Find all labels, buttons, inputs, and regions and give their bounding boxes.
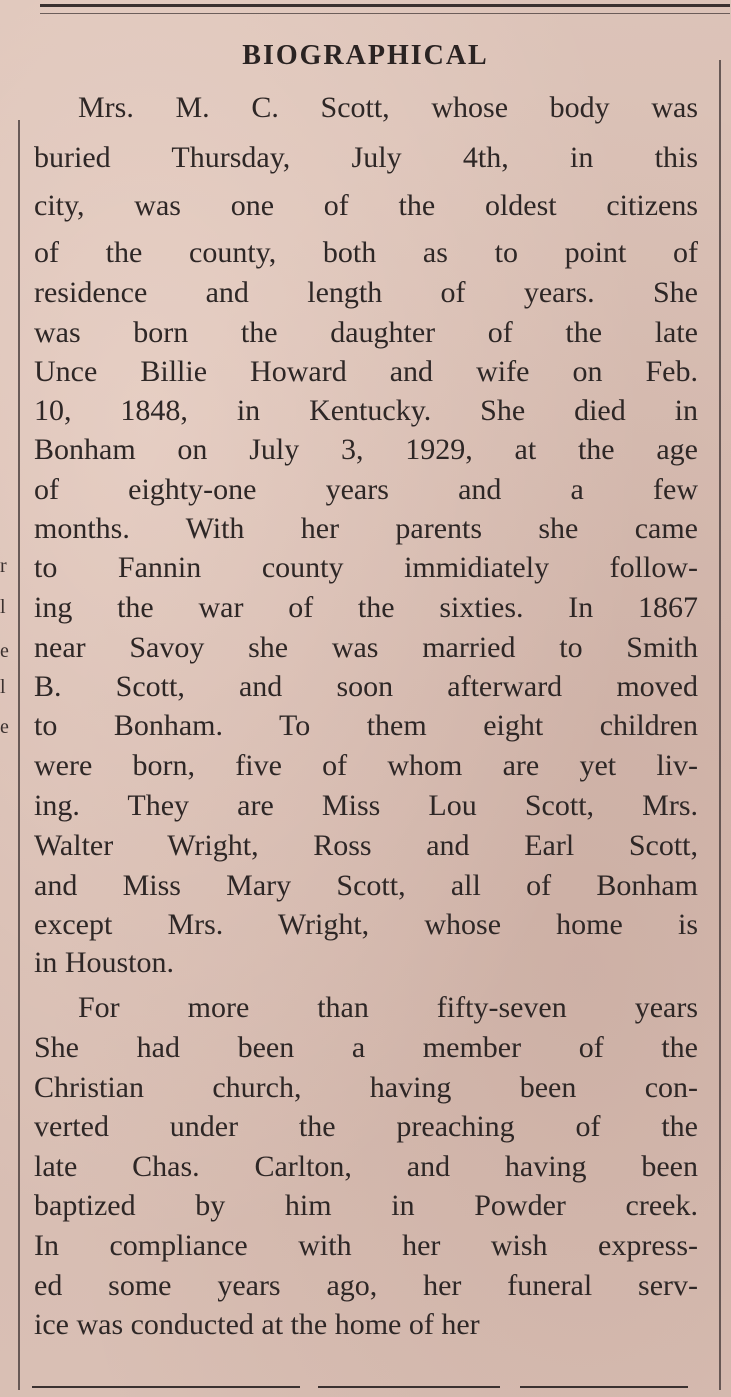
article-line: Mrs. M. C. Scott, whose body was [78, 91, 698, 124]
top-rule-thick [40, 4, 730, 7]
article-line: and Miss Mary Scott, all of Bonham [34, 869, 698, 902]
article-line: near Savoy she was married to Smith [34, 631, 698, 664]
article-line: ing. They are Miss Lou Scott, Mrs. [34, 789, 698, 822]
article-heading: BIOGRAPHICAL [242, 40, 489, 71]
article-line: B. Scott, and soon afterward moved [34, 670, 698, 703]
article-line: of eighty-one years and a few [34, 473, 698, 506]
article-line: except Mrs. Wright, whose home is [34, 908, 698, 941]
article-line: ing the war of the sixties. In 1867 [34, 591, 698, 624]
bottom-rule-mid [318, 1386, 500, 1388]
edge-fragment: r [0, 555, 7, 577]
article-line: months. With her parents she came [34, 512, 698, 545]
article-line: She had been a member of the [34, 1031, 698, 1064]
edge-fragment: l [0, 676, 6, 698]
article-line: For more than fifty-seven years [78, 991, 698, 1024]
edge-fragment: e [0, 640, 9, 662]
top-rule-thin [40, 13, 730, 14]
article-line: buried Thursday, July 4th, in this [34, 141, 698, 174]
article-line: Unce Billie Howard and wife on Feb. [34, 355, 698, 388]
article-line: Bonham on July 3, 1929, at the age [34, 433, 698, 466]
bottom-rule-left [32, 1386, 300, 1388]
article-line: city, was one of the oldest citizens [34, 189, 698, 222]
article-line: was born the daughter of the late [34, 316, 698, 349]
article-line: 10, 1848, in Kentucky. She died in [34, 394, 698, 427]
article-line: baptized by him in Powder creek. [34, 1189, 698, 1222]
right-column-rule [719, 60, 721, 1390]
article-line: late Chas. Carlton, and having been [34, 1150, 698, 1183]
article-line: Christian church, having been con- [34, 1071, 698, 1104]
article-line: ice was conducted at the home of her [34, 1308, 480, 1341]
article-line: ed some years ago, her funeral serv- [34, 1269, 698, 1302]
article-line: Walter Wright, Ross and Earl Scott, [34, 829, 698, 862]
article-line: in Houston. [34, 946, 175, 979]
article-line: were born, five of whom are yet liv- [34, 749, 698, 782]
bottom-rule-right [520, 1386, 688, 1388]
article-line: verted under the preaching of the [34, 1110, 698, 1143]
article-line: of the county, both as to point of [34, 236, 698, 269]
article-line: to Fannin county immidiately follow- [34, 551, 698, 584]
article-line: In compliance with her wish express- [34, 1229, 698, 1262]
article-line: to Bonham. To them eight children [34, 709, 698, 742]
edge-fragment: l [0, 596, 6, 618]
left-column-rule [18, 120, 20, 1390]
article-line: residence and length of years. She [34, 276, 698, 309]
edge-fragment: e [0, 716, 9, 738]
